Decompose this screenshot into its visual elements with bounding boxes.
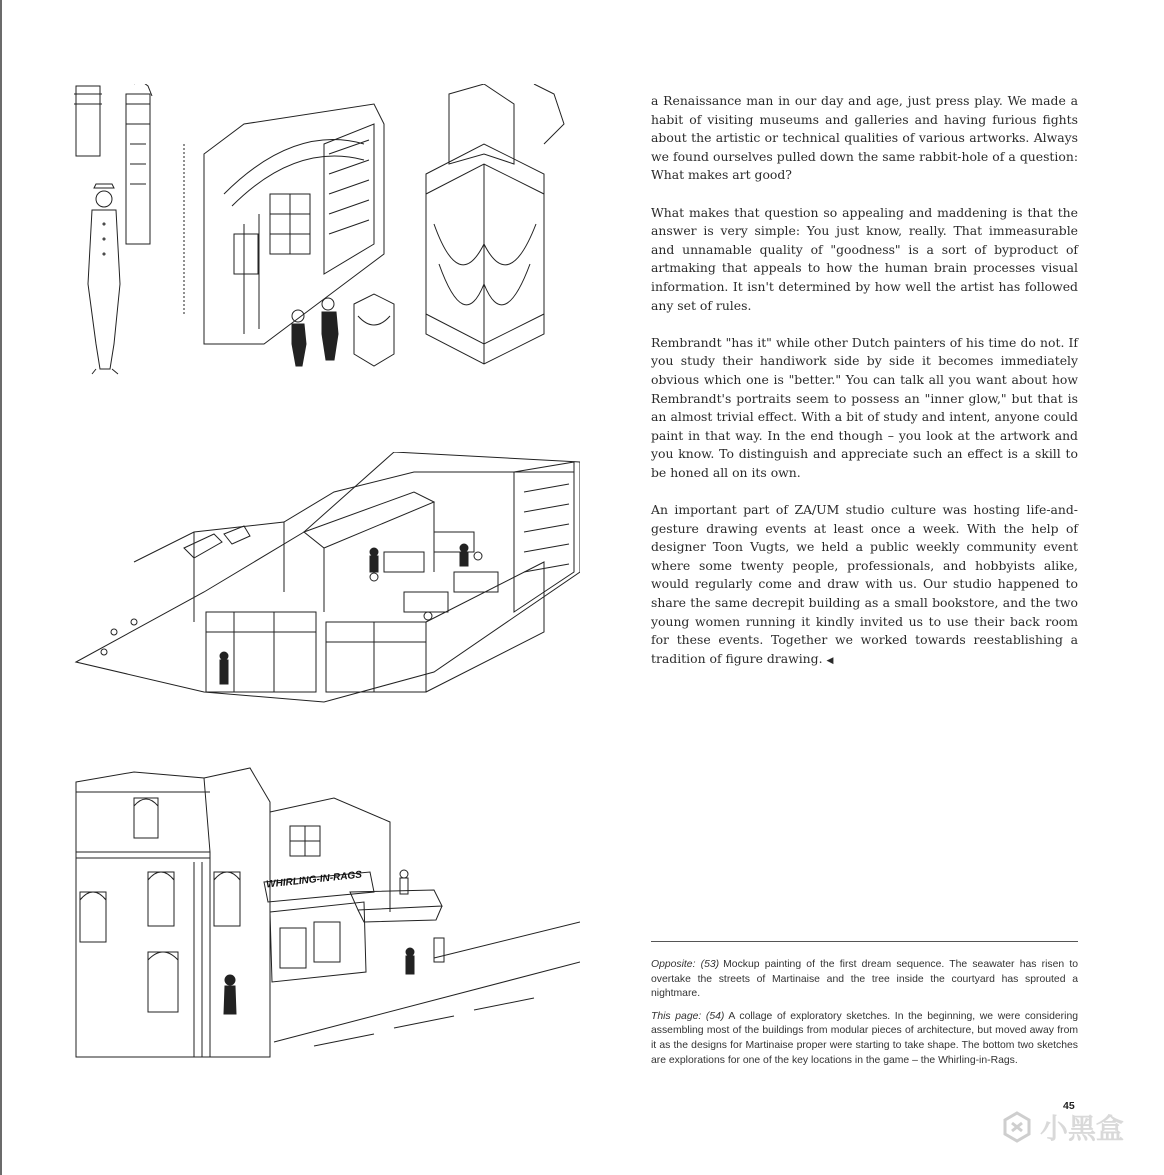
caption-label: Opposite: (53) xyxy=(651,959,720,970)
whirling-in-rags-sign: WHIRLING-IN-RAGS xyxy=(265,869,363,891)
caption-this-page xyxy=(651,1010,1078,1068)
page-edge-line xyxy=(0,0,2,1175)
body-paragraph: a Renaissance man in our day and age, just press play. We made a habit of visiting museums and galleries and having furious fights about the artistic or technical qualities of various artworks. Always we found ourselves pulled down the same rabbit-hole of a question: What makes art good? xyxy=(651,93,1078,183)
caption-text: A collage of exploratory sketches. In the beginning, we were considering assembling most of the buildings from modular pieces of architecture, but moved away from it as the designs for Martinaise proper were starting to take shape. The bottom two sketches are explorations for one of the key locations in the game – the Whirling-in-Rags. xyxy=(651,1010,1078,1066)
watermark-text: 小黑盒 xyxy=(1040,1112,1125,1145)
xiaoheihe-logo-icon xyxy=(1000,1110,1034,1144)
caption-text: Mockup painting of the first dream sequence. The seawater has risen to overtake the streets of Martinaise and the tree inside the courtyard has sprouted a nightmare. xyxy=(651,959,1078,1000)
caption-opposite xyxy=(651,958,1078,1002)
body-paragraph: Rembrandt "has it" while other Dutch painters of his time do not. If you study their handiwork side by side it becomes immediately obvious which one is "better." You can talk all you want about how Rembrandt's portraits seem to possess an "inner glow," but that is an almost trivial effect. With a bit of study and intent, anyone could paint in that way. In the end though – you look at the artwork and you know. To distinguish and appreciate such an effect is a skill to be honed all on its own. xyxy=(651,334,1078,480)
body-paragraph-text: An important part of ZA/UM studio culture was hosting life-and-gesture drawing events at least once a week. With the help of designer Toon Vugts, we held a public weekly community event where some twenty people, professionals, and hobbyists alike, would regularly come and draw with us. Our studio happened to share the same decrepit building as a small bookstore, and the two young women running it kindly invited us to use their back room for these events. Together we worked towards reestablishing a tradition of figure drawing. xyxy=(651,502,1078,666)
architecture-module-sketch xyxy=(74,84,580,384)
body-paragraph-last xyxy=(651,501,1078,670)
body-text xyxy=(651,92,1078,689)
watermark xyxy=(1000,1102,1140,1152)
body-paragraph: What makes that question so appealing and maddening is that the answer is very simple: You just know, really. That immeasurable and unnamable quality of "goodness" is a sort of byproduct of artmaking that appeals to how the human brain processes visual information. It isn't determined by how well the artist has followed any set of rules. xyxy=(651,204,1078,313)
caption-label: This page: (54) xyxy=(651,1010,725,1022)
whirling-in-rags-exterior-sketch xyxy=(74,762,580,1062)
page-number: 45 xyxy=(1063,1100,1075,1112)
end-mark-icon: ◀ xyxy=(826,655,834,666)
interior-isometric-sketch xyxy=(74,452,580,704)
caption-divider xyxy=(651,941,1078,942)
captions xyxy=(651,958,1078,1076)
